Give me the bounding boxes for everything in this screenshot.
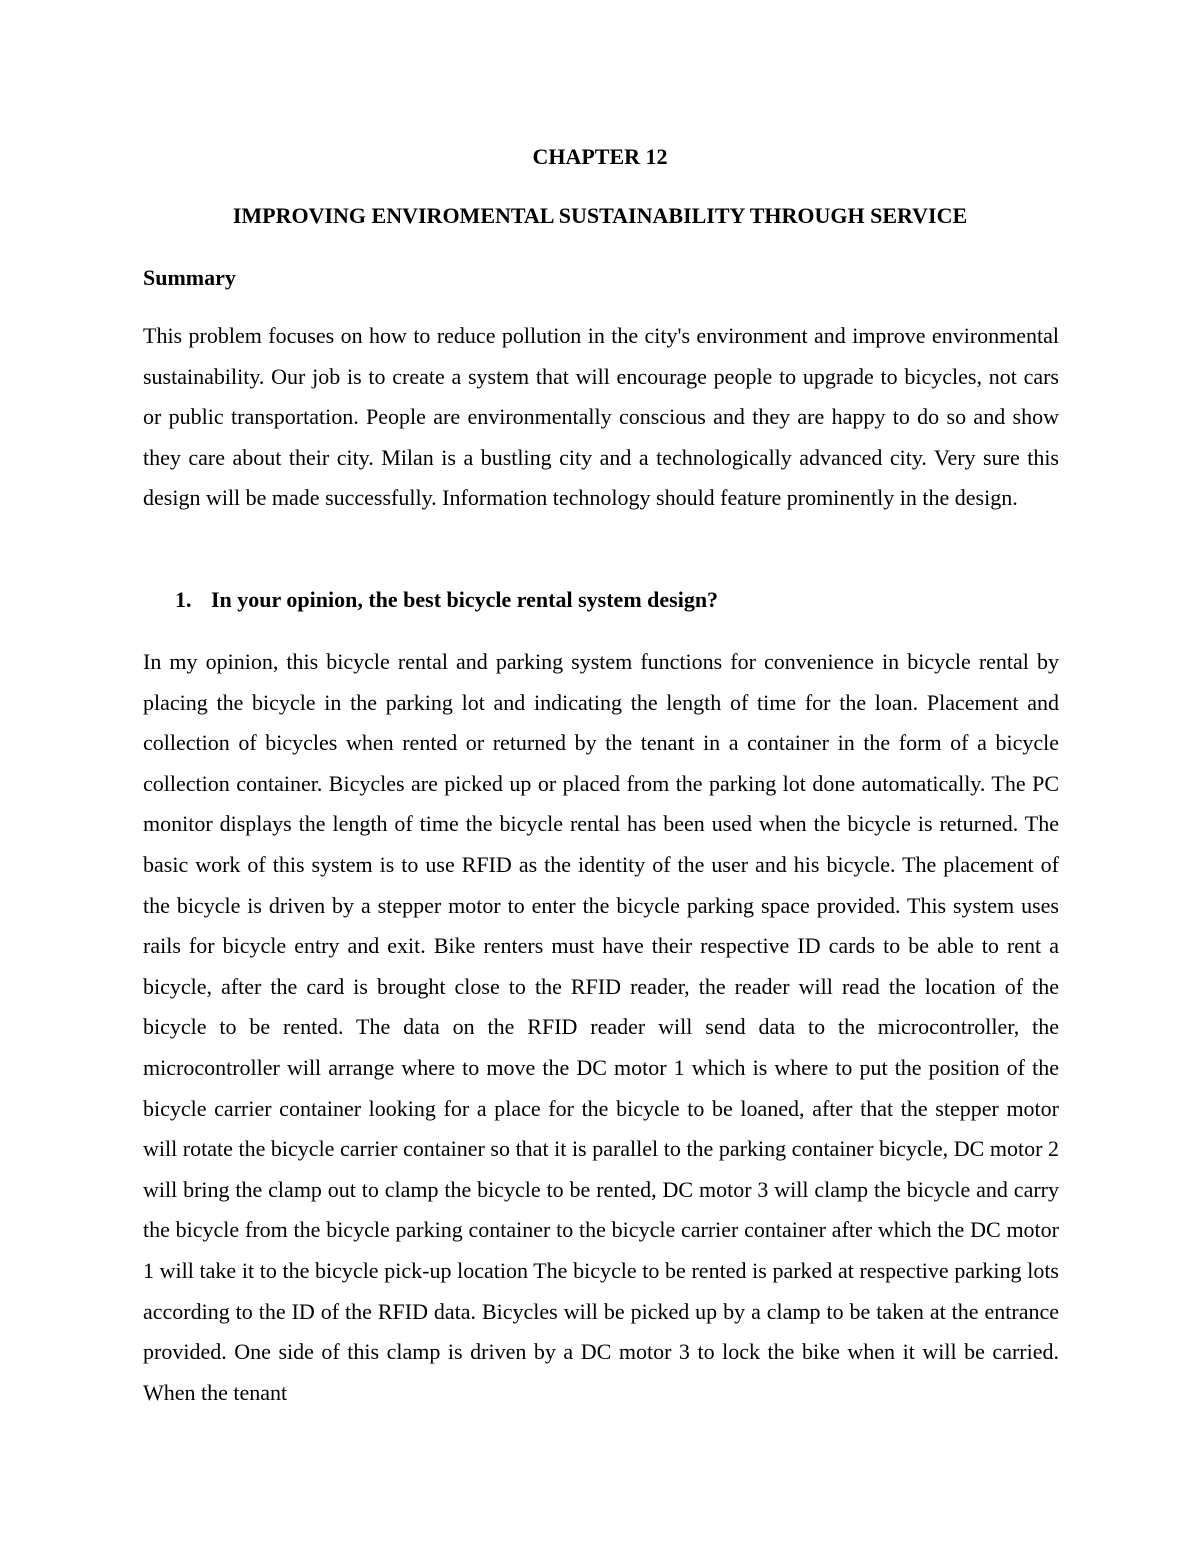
question-text: In your opinion, the best bicycle rental system design? bbox=[211, 587, 719, 612]
summary-heading: Summary bbox=[143, 265, 236, 290]
summary-paragraph: This problem focuses on how to reduce pollution in the city's environment and improve environmental sustainability. Our job is to create a system that will encourage people to upgrade to bicycles, not cars or public transportation. People are environmentally conscious and they are happy to do so and show they care about their city. Milan is a bustling city and a technologically advanced city. Very sure this design will be made successfully. Information technology should feature prominently in the design. bbox=[143, 323, 1059, 511]
chapter-title: IMPROVING ENVIROMENTAL SUSTAINABILITY THROUGH SERVICE bbox=[232, 203, 968, 228]
question-heading bbox=[175, 586, 718, 614]
chapter-heading: CHAPTER 12 bbox=[532, 144, 668, 169]
question-number: 1. bbox=[175, 587, 192, 612]
answer-paragraph: In my opinion, this bicycle rental and parking system functions for convenience in bicycle rental by placing the bicycle in the parking lot and indicating the length of time for the loan. Placement and collection of bicycles when rented or returned by the tenant in a container in the form of a bicycle collection container. Bicycles are picked up or placed from the parking lot done automatically. The PC monitor displays the length of time the bicycle rental has been used when the bicycle is returned. The basic work of this system is to use RFID as the identity of the user and his bicycle. The placement of the bicycle is driven by a stepper motor to enter the bicycle parking space provided. This system uses rails for bicycle entry and exit. Bike renters must have their respective ID cards to be able to rent a bicycle, after the card is brought close to the RFID reader, the reader will read the location of the bicycle to be rented. The data on the RFID reader will send data to the microcontroller, the microcontroller will arrange where to move the DC motor 1 which is where to put the position of the bicycle carrier container looking for a place for the bicycle to be loaned, after that the stepper motor will rotate the bicycle carrier container so that it is parallel to the parking container bicycle, DC motor 2 will bring the clamp out to clamp the bicycle to be rented, DC motor 3 will clamp the bicycle and carry the bicycle from the bicycle parking container to the bicycle carrier container after which the DC motor 1 will take it to the bicycle pick-up location The bicycle to be rented is parked at respective parking lots according to the ID of the RFID data. Bicycles will be picked up by a clamp to be taken at the entrance provided. One side of this clamp is driven by a DC motor 3 to lock the bike when it will be carried. When the tenant bbox=[143, 649, 1059, 1405]
